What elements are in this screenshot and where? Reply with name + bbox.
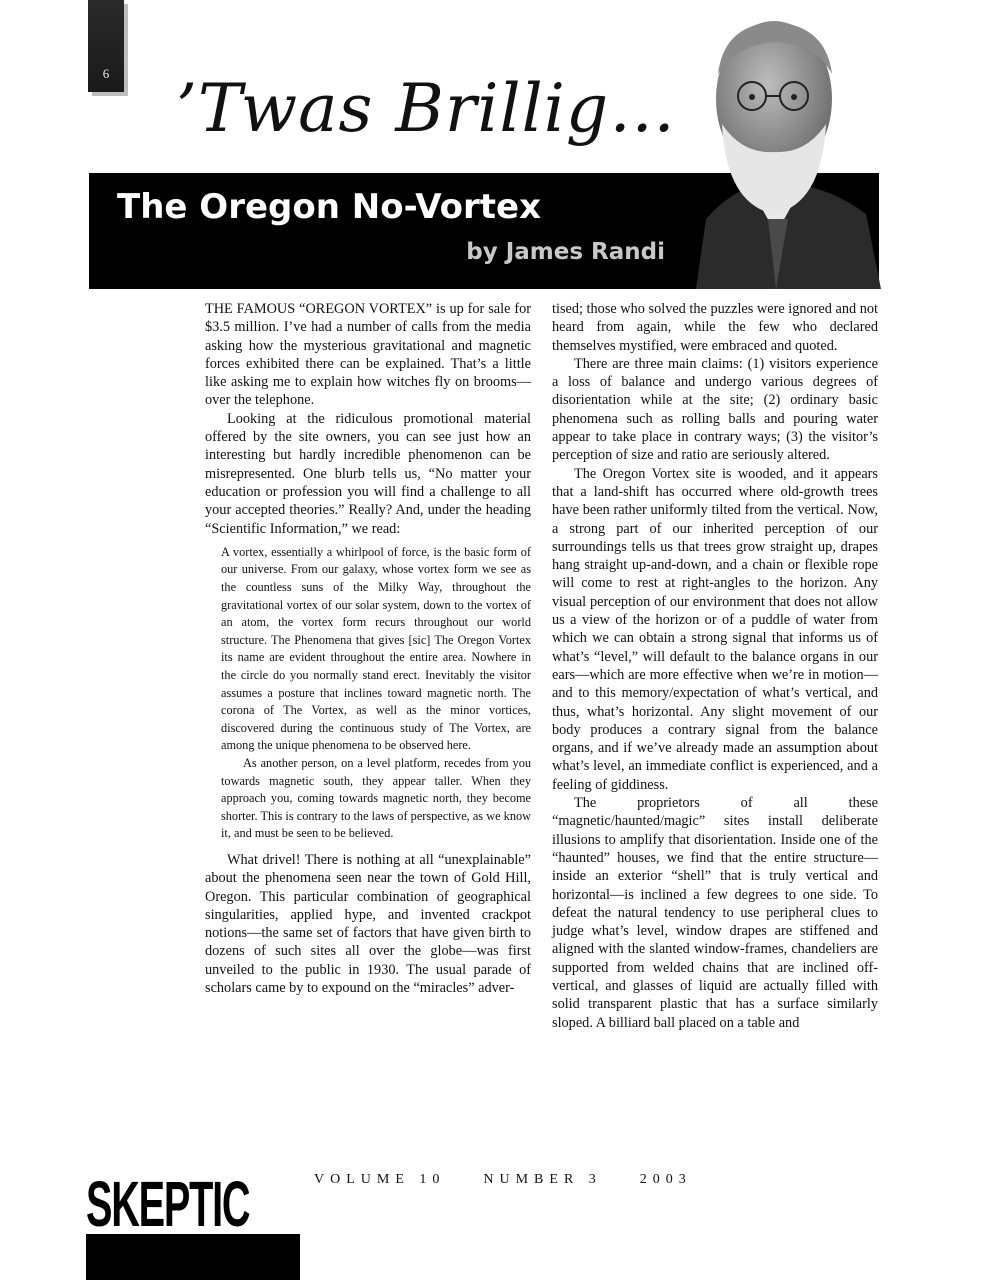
page-number: 6 (102, 66, 110, 81)
article-paragraph: Looking at the ridiculous promotional material offered by the site owners, you can see just how an interesting but hardly incredible phenomenon can be misrepresented. One blurb tells us, “No matter your education or profession you will find a challenge to all your accepted theories.” Really? And, under the heading “Scientific Information,” we read: (205, 410, 531, 537)
article-paragraph: The Oregon Vortex site is wooded, and it appears that a land-shift has occurred where old-growth trees have been rather uniformly tilted from the vertical. Now, a strong part of our inherited perception of our surroundings tells us that trees grow straight up, drapes hang straight up-and-down, and a chain or flexible rope will come to rest at right-angles to the horizon. Any visual perception of our environment that does not allow us a view of the horizon or of a puddle of water from which we can obtain a strong signal that informs us of what’s “level,” will default to the balance organs in our ears—which are more effective when we’re in motion—and to this memory/expectation of what’s vertical, and thus, what’s horizontal. Any slight movement of our body produces a contrary signal from the balance organs, and if we’ve already made an assumption about what’s level, an immediate conflict is experienced, and a feeling of giddiness. (552, 465, 878, 793)
article-column-left (205, 300, 531, 997)
quote-paragraph: As another person, on a level platform, recedes from you towards magnetic south, they appear taller. When they approach you, coming towards magnetic north, they become shorter. This is contrary to the laws of perspective, as we know it, and must be seen to be believed. (221, 755, 531, 841)
article-paragraph: There are three main claims: (1) visitors experience a loss of balance and undergo various degrees of disorientation while at the site; (2) ordinary basic phenomena such as rolling balls and pouring water appear to take place in contrary ways; (3) the visitor’s perception of size and ratio are seriously altered. (552, 355, 878, 464)
issue-info: VOLUME 10 NUMBER 3 2003 (314, 1172, 692, 1187)
article-paragraph: What drivel! There is nothing at all “unexplainable” about the phenomena seen near the town of Gold Hill, Oregon. This particular combination of geographical singularities, applied hype, and invented crackpot notions—the same set of factors that have given birth to dozens of such sites all over the globe—was first unveiled to the public in 1930. The usual parade of scholars came by to expound on the “miracles” adver- (205, 851, 531, 997)
article-paragraph: The proprietors of all these “magnetic/haunted/magic” sites install deliberate illusions to amplify that disorientation. Inside one of the “haunted” houses, we find that the entire structure—inside an exterior “shell” that is truly vertical and horizontal—is inclined a few degrees to one side. To defeat the natural tendency to use peripheral clues to judge what’s level, window drapes are stiffened and aligned with the slanted window-frames, chandeliers are supported from welded chains that are inclined off-vertical, and glasses of liquid are actually filled with solid transparent plastic that has a surface similarly sloped. A billiard ball placed on a table and (552, 795, 878, 1031)
skeptic-logo (86, 1170, 300, 1280)
article-column-right (552, 300, 878, 1032)
block-quote (221, 544, 531, 843)
quote-paragraph: A vortex, essentially a whirlpool of force, is the basic form of our universe. From our galaxy, whose vortex form we see as the countless suns of the Milky Way, throughout the gravitational vortex of our solar system, down to the vortex of an atom, the vortex form recurs throughout our world structure. The Phenomena that gives [sic] The Oregon Vortex its name are evident throughout the entire area. Nowhere in the circle do you normally stand erect. Inevitably the visitor assumes a posture that inclines toward magnetic north. The corona of The Vortex, as well as the minor vortices, discovered during the continuous study of The Vortex, are among the unique phenomena to be observed here. (221, 544, 531, 753)
article-paragraph: tised; those who solved the puzzles were ignored and not heard from again, while the few who declared themselves mystified, were embraced and quoted. (552, 301, 878, 354)
author-portrait (676, 4, 881, 289)
logo-text: SKEPTIC (86, 1168, 250, 1240)
byline: by James Randi (466, 239, 665, 265)
page-tab (88, 0, 124, 92)
column-title: ’Twas Brillig… (176, 70, 677, 147)
article-paragraph: THE FAMOUS “OREGON VORTEX” is up for sale for $3.5 million. I’ve had a number of calls from the media asking how the mysterious gravitational and magnetic forces exhibited there can be explained. That’s a little like asking me to explain how witches fly on brooms—over the telephone. (205, 301, 531, 409)
headline: The Oregon No-Vortex (117, 187, 542, 227)
